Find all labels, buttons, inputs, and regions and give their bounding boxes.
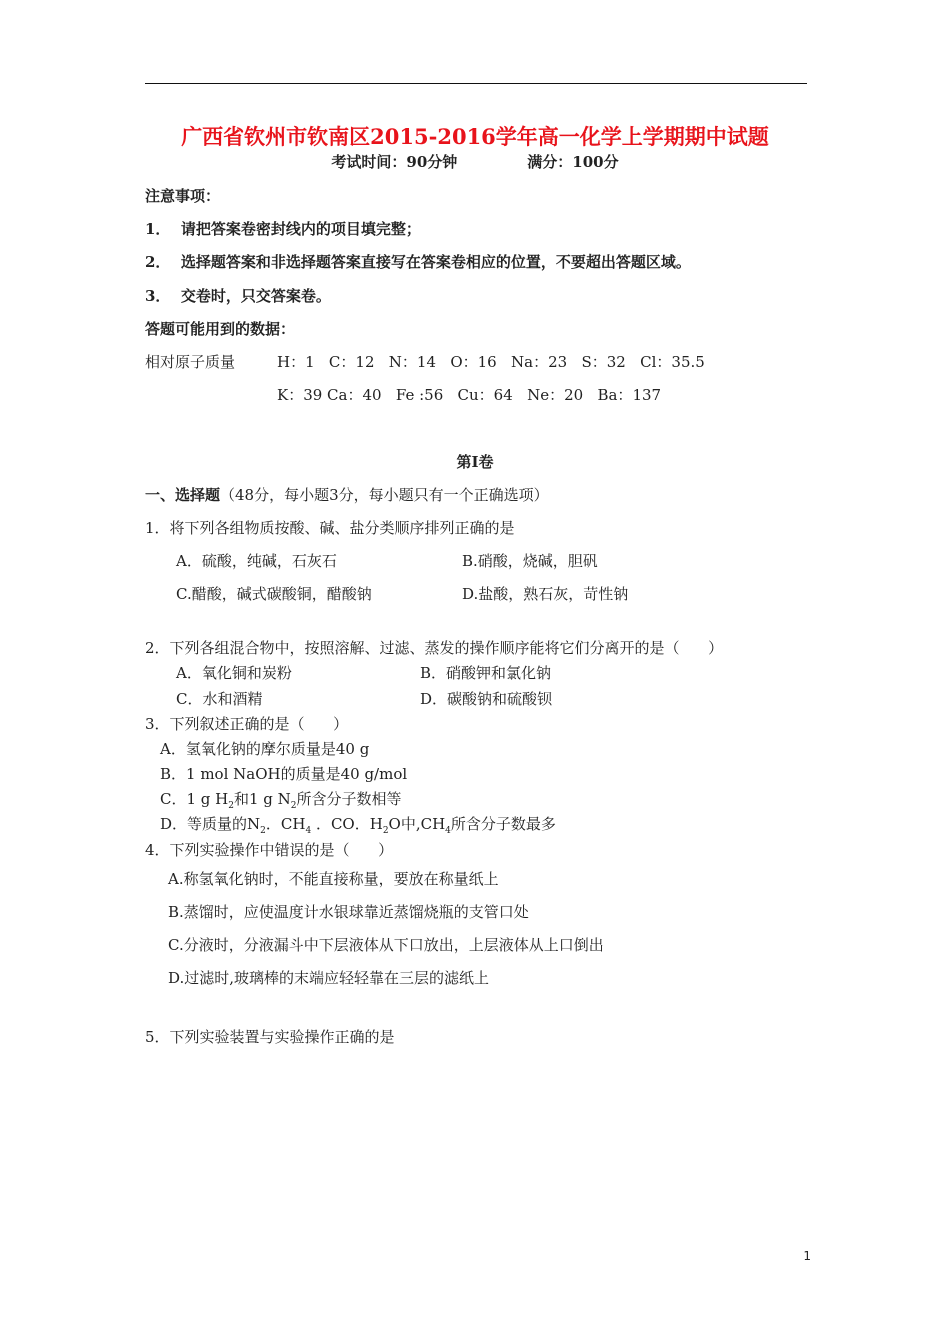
part-title: 第I卷 <box>456 453 494 471</box>
question-4-option-c: C.分液时，分液漏斗中下层液体从下口放出，上层液体从上口倒出 <box>168 936 604 954</box>
question-4-option-d: D.过滤时,玻璃棒的末端应轻轻靠在三层的滤纸上 <box>168 969 490 987</box>
question-2-option-d: D．碳酸钠和硫酸钡 <box>420 690 553 708</box>
question-1-option-d: D.盐酸，熟石灰，苛性钠 <box>462 585 629 603</box>
atomic-mass-line-2: K：39 Ca：40 Fe :56 Cu：64 Ne：20 Ba：137 <box>277 386 662 404</box>
question-2-option-c: C．水和酒精 <box>176 690 263 708</box>
exam-title: 广西省钦州市钦南区2015-2016学年高一化学上学期期中试题 <box>181 124 769 149</box>
notes-heading: 注意事项： <box>145 187 221 205</box>
question-2-option-b: B．硝酸钾和氯化钠 <box>420 664 552 682</box>
question-4-option-a: A.称氢氧化钠时，不能直接称量，要放在称量纸上 <box>168 870 499 888</box>
atomic-mass-label: 相对原子质量 <box>145 353 236 371</box>
question-3-option-b: B．1 mol NaOH的质量是40 g/mol <box>160 765 408 783</box>
question-1-option-a: A．硫酸，纯碱，石灰石 <box>176 552 337 570</box>
question-1-stem: 1．将下列各组物质按酸、碱、盐分类顺序排列正确的是 <box>145 519 515 537</box>
section-label: 一、选择题 <box>145 486 221 504</box>
exam-score: 满分：100分 <box>527 153 619 171</box>
header-rule <box>145 83 807 84</box>
question-1-option-c: C.醋酸，碱式碳酸铜，醋酸钠 <box>176 585 372 603</box>
question-1-option-b: B.硝酸，烧碱，胆矾 <box>462 552 598 570</box>
question-3-option-d: D．等质量的$N_2$．$CH_4$ ．CO．$H_2O$中$,CH_4$所含分子数最多 <box>160 815 556 836</box>
data-heading: 答题可能用到的数据： <box>145 320 296 338</box>
question-3-option-c: C．1 g $H_2$和1 g $N_2$所含分子数相等 <box>160 790 402 811</box>
exam-subtitle <box>0 152 950 172</box>
section-instructions: （48分，每小题3分，每小题只有一个正确选项） <box>220 486 549 504</box>
question-3-stem: 3．下列叙述正确的是（ ） <box>145 715 349 733</box>
exam-time: 考试时间：90分钟 <box>331 153 458 171</box>
note-item-1: 1． 请把答案卷密封线内的项目填完整； <box>145 220 421 238</box>
question-4-option-b: B.蒸馏时，应使温度计水银球靠近蒸馏烧瓶的支管口处 <box>168 903 529 921</box>
page-number: 1 <box>803 1249 811 1263</box>
atomic-mass-line-1: H：1 C：12 N：14 O：16 Na：23 S：32 Cl：35.5 <box>277 353 705 371</box>
question-2-option-a: A．氧化铜和炭粉 <box>176 664 292 682</box>
question-5-stem: 5．下列实验装置与实验操作正确的是 <box>145 1028 395 1046</box>
question-2-stem: 2．下列各组混合物中，按照溶解、过滤、蒸发的操作顺序能将它们分离开的是（ ） <box>145 639 724 657</box>
question-3-option-a: A．氢氧化钠的摩尔质量是40 g <box>160 740 370 758</box>
note-item-3: 3． 交卷时，只交答案卷。 <box>145 287 331 305</box>
question-4-stem: 4．下列实验操作中错误的是（ ） <box>145 841 394 859</box>
note-item-2: 2． 选择题答案和非选择题答案直接写在答案卷相应的位置，不要超出答题区域。 <box>145 253 691 271</box>
section-heading <box>145 485 549 505</box>
